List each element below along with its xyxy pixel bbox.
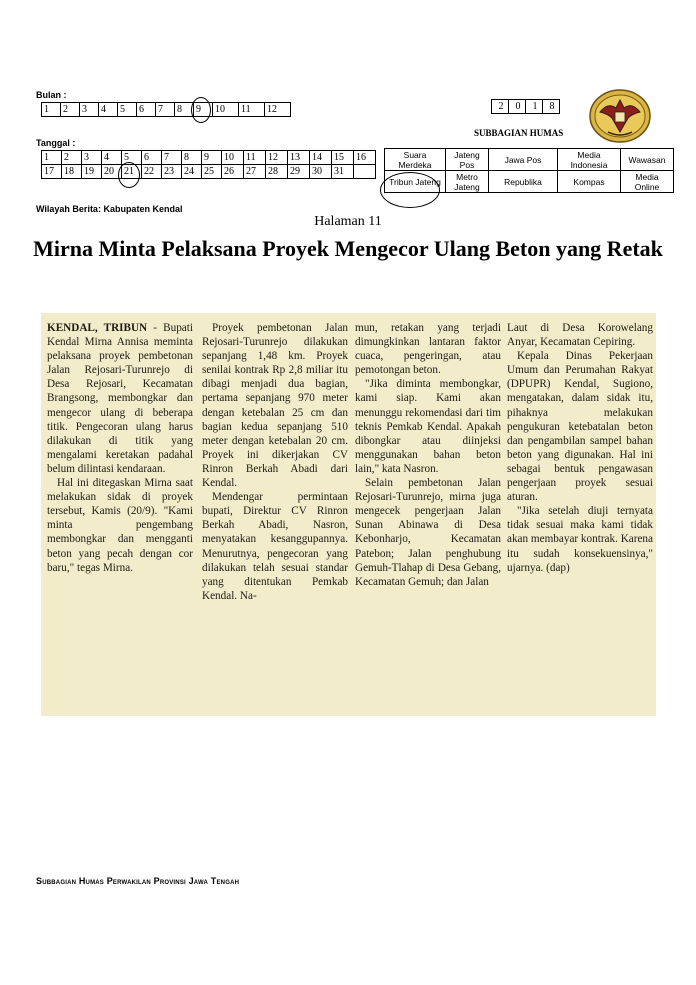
selected-date-circle <box>118 162 140 188</box>
grid-cell: 1 <box>42 151 62 165</box>
grid-cell: 12 <box>266 151 288 165</box>
article-paragraph: "Jika diminta membongkar, kami siap. Kami akan menunggu rekomendasi dari tim teknis Pemkab Kendal. Apakah dibongkar atau diinjeksi menggunakan bahan beton lain," kata Nasron. <box>355 378 501 475</box>
media-cell: Media Online <box>621 171 674 193</box>
bulan-label: Bulan : <box>36 90 67 100</box>
grid-cell: 3 <box>80 103 99 117</box>
grid-cell: 20 <box>102 165 122 179</box>
grid-cell: 16 <box>354 151 376 165</box>
grid-cell: 1 <box>42 103 61 117</box>
article-paragraph: Kepala Dinas Pekerjaan Umum dan Perumahan Rakyat (DPUPR) Kendal, Sugiono, mengatakan, dalam sidak itu, pihaknya melakukan pengukuran ketebatalan beton dan pengambilan sampel bahan beton yang digunakan. Hal ini sebagai bentuk pengawasan pengerjaan proyek sesuai aturan. <box>507 350 653 504</box>
grid-cell: 9 <box>202 151 222 165</box>
grid-cell: 29 <box>288 165 310 179</box>
media-cell: Republika <box>489 171 558 193</box>
tanggal-label: Tanggal : <box>36 138 76 148</box>
grid-cell: 2 <box>62 151 82 165</box>
grid-cell: 5 <box>122 151 142 165</box>
selected-media-circle <box>380 172 440 208</box>
grid-cell: 2 <box>492 100 509 114</box>
article-column-4 <box>507 321 653 575</box>
grid-cell <box>354 165 376 179</box>
grid-cell: 11 <box>244 151 266 165</box>
grid-cell: 6 <box>142 151 162 165</box>
grid-cell: 11 <box>239 103 265 117</box>
grid-cell: 8 <box>543 100 560 114</box>
grid-cell: 28 <box>266 165 288 179</box>
media-cell: Media Indonesia <box>558 149 621 171</box>
article-paragraph: "Jika setelah diuji ternyata tidak sesuai maka kami tidak akan membayar kontrak. Karena itu sudah konsekuensinya," ujarnya. (dap) <box>507 505 653 574</box>
grid-cell: 22 <box>142 165 162 179</box>
grid-cell: 14 <box>310 151 332 165</box>
halaman-label: Halaman 11 <box>314 214 382 229</box>
media-cell: Kompas <box>558 171 621 193</box>
grid-cell: 8 <box>182 151 202 165</box>
garuda-emblem-icon <box>588 88 652 144</box>
grid-cell: 5 <box>118 103 137 117</box>
grid-cell: 0 <box>509 100 526 114</box>
article-paragraph: Proyek pembetonan Jalan Rejosari-Turunrejo dilakukan sepanjang 1,48 km. Proyek senilai kontrak Rp 2,8 miliar itu dibagi menjadi dua bagian, pertama sepanjang 970 meter dengan ketebalan 25 cm dan bagian kedua sepanjang 510 meter dengan ketebalan 20 cm. Proyek ini dikerjakan CV Rinron Berkah Abadi dari Kendal. <box>202 322 348 490</box>
grid-cell: 18 <box>62 165 82 179</box>
article-paragraph: Mendengar permintaan bupati, Direktur CV Rinron Berkah Abadi, Nasron, menyatakan kesanggupannya. Menurutnya, pengecoran yang dilakukan telah sesuai standar yang ditentukan Pemkab Kendal. Na- <box>202 491 348 602</box>
grid-cell: 25 <box>202 165 222 179</box>
grid-cell: 23 <box>162 165 182 179</box>
grid-cell: 31 <box>332 165 354 179</box>
tanggal-table <box>41 150 376 179</box>
tahun-table <box>491 99 560 114</box>
grid-cell: 30 <box>310 165 332 179</box>
grid-cell: 3 <box>82 151 102 165</box>
article-dateline: KENDAL, TRIBUN <box>47 322 148 334</box>
media-cell: Wawasan <box>621 149 674 171</box>
grid-cell: 27 <box>244 165 266 179</box>
grid-cell: 4 <box>102 151 122 165</box>
media-cell: Suara Merdeka <box>385 149 446 171</box>
headline: Mirna Minta Pelaksana Proyek Mengecor Ulang Beton yang Retak <box>33 236 663 261</box>
wilayah-berita: Wilayah Berita: Kabupaten Kendal <box>36 204 183 214</box>
article-column-2 <box>202 321 348 603</box>
grid-cell: 26 <box>222 165 244 179</box>
bulan-table <box>41 102 291 117</box>
grid-cell: 19 <box>82 165 102 179</box>
grid-cell: 12 <box>265 103 291 117</box>
grid-cell: 8 <box>175 103 194 117</box>
article-column-3 <box>355 321 501 589</box>
media-cell: Metro Jateng <box>446 171 489 193</box>
grid-cell: 6 <box>137 103 156 117</box>
article-clipping <box>41 313 656 716</box>
grid-cell: 17 <box>42 165 62 179</box>
grid-cell: 13 <box>288 151 310 165</box>
grid-cell: 15 <box>332 151 354 165</box>
article-paragraph: Laut di Desa Korowelang Anyar, Kecamatan Cepiring. <box>507 322 653 349</box>
grid-cell: 10 <box>222 151 244 165</box>
grid-cell: 9 <box>194 103 213 117</box>
grid-cell: 7 <box>162 151 182 165</box>
grid-cell: 2 <box>61 103 80 117</box>
media-cell: Jawa Pos <box>489 149 558 171</box>
humas-title: SUBBAGIAN HUMAS <box>474 128 564 138</box>
selected-month-circle <box>191 97 211 123</box>
footer-text: Subbagian Humas Perwakilan Provinsi Jawa Tengah <box>36 876 240 886</box>
article-paragraph: Selain pembetonan Jalan Rejosari-Turunrejo, mirna juga mengecek pengerjaan Jalan Sunan Abinawa di Desa Kebonharjo, Kecamatan Patebon; Jalan penghubung Gemuh-Tlahap di Desa Gebang, Kecamatan Gemuh; dan Jalan <box>355 477 501 588</box>
grid-cell: 10 <box>213 103 239 117</box>
media-cell: Tribun Jateng <box>385 171 446 193</box>
article-paragraph: Hal ini ditegaskan Mirna saat melakukan sidak di proyek tersebut, Kamis (20/9). "Kami minta pengembang membongkar dan mengganti beton yang pecah dengan cor baru," tegas Mirna. <box>47 477 193 574</box>
grid-cell: 7 <box>156 103 175 117</box>
article-paragraph: KENDAL, TRIBUN - Bupati Kendal Mirna Annisa meminta pelaksana proyek pembetonan Jalan Rejosari-Turunrejo di Desa Rejosari, Kecamatan Brangsong, membongkar dan mengecor ulang di beberapa titik. Pengecoran ulang harus dilakukan di titik yang mengalami keretakan padahal belum dilintasi kendaraan. <box>47 322 193 475</box>
grid-cell: 4 <box>99 103 118 117</box>
grid-cell: 24 <box>182 165 202 179</box>
media-cell: Jateng Pos <box>446 149 489 171</box>
grid-cell: 21 <box>122 165 142 179</box>
article-paragraph: mun, retakan yang terjadi dimungkinkan lantaran faktor cuaca, pengeringan, atau pemotongan beton. <box>355 322 501 377</box>
grid-cell: 1 <box>526 100 543 114</box>
article-column-1 <box>47 321 193 575</box>
